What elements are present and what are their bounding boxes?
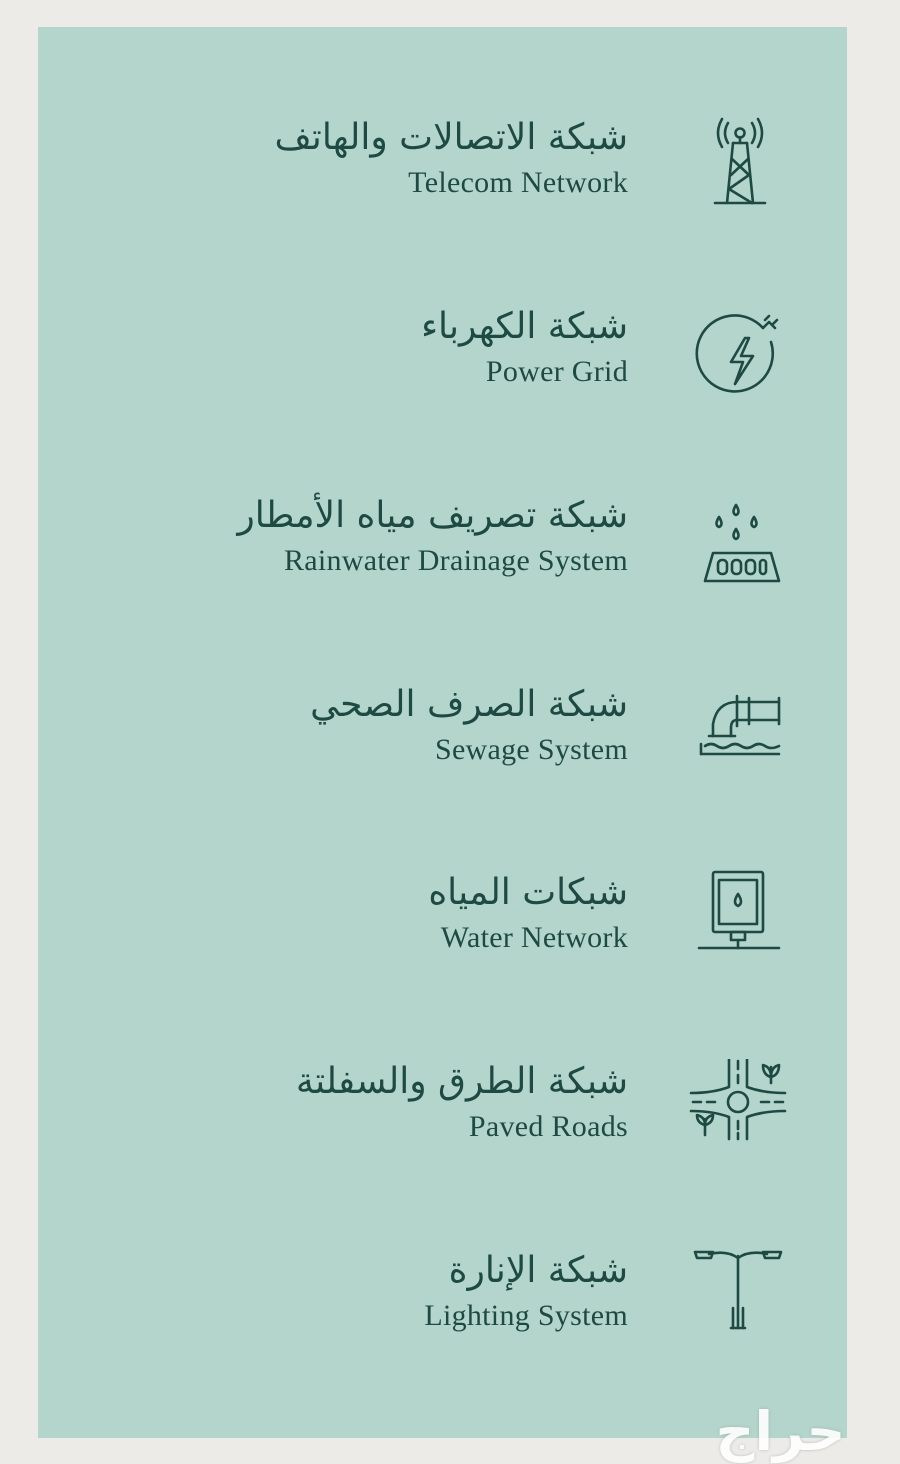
item-title-english: Water Network	[440, 921, 628, 954]
item-texts	[68, 1248, 628, 1334]
item-title-english: Rainwater Drainage System	[283, 544, 628, 577]
list-item-telecom	[38, 115, 847, 235]
item-texts	[68, 870, 628, 956]
item-title-arabic: شبكة الكهرباء	[421, 306, 628, 347]
power-plug-icon	[683, 304, 793, 414]
street-lamp-icon	[683, 1248, 793, 1358]
list-item-paved-roads	[38, 1059, 847, 1179]
list-item-lighting	[38, 1248, 847, 1368]
item-title-english: Lighting System	[424, 1299, 628, 1332]
item-title-arabic: شبكة الصرف الصحي	[310, 684, 628, 725]
item-title-english: Sewage System	[434, 733, 628, 766]
item-texts	[68, 682, 628, 768]
item-texts	[68, 304, 628, 390]
item-title-arabic: شبكة الاتصالات والهاتف	[274, 117, 628, 158]
item-title-arabic: شبكة الطرق والسفلتة	[295, 1061, 628, 1102]
rain-drain-icon	[683, 493, 793, 603]
item-title-english: Paved Roads	[468, 1110, 628, 1143]
watermark-logo: حراج	[715, 1400, 846, 1463]
list-item-sewage	[38, 682, 847, 802]
item-texts	[68, 493, 628, 579]
item-title-english: Power Grid	[485, 355, 628, 388]
item-title-english: Telecom Network	[408, 166, 628, 199]
list-item-power-grid	[38, 304, 847, 424]
list-item-water-network	[38, 870, 847, 990]
item-title-arabic: شبكة تصريف مياه الأمطار	[237, 495, 628, 536]
item-title-arabic: شبكات المياه	[428, 872, 628, 913]
sewage-pipe-icon	[683, 682, 793, 792]
item-texts	[68, 115, 628, 201]
roundabout-road-icon	[683, 1059, 793, 1169]
item-texts	[68, 1059, 628, 1145]
infrastructure-panel	[38, 27, 847, 1438]
telecom-tower-icon	[683, 115, 793, 225]
item-title-arabic: شبكة الإنارة	[448, 1250, 628, 1291]
water-tank-icon	[683, 870, 793, 980]
list-item-rainwater-drainage	[38, 493, 847, 613]
